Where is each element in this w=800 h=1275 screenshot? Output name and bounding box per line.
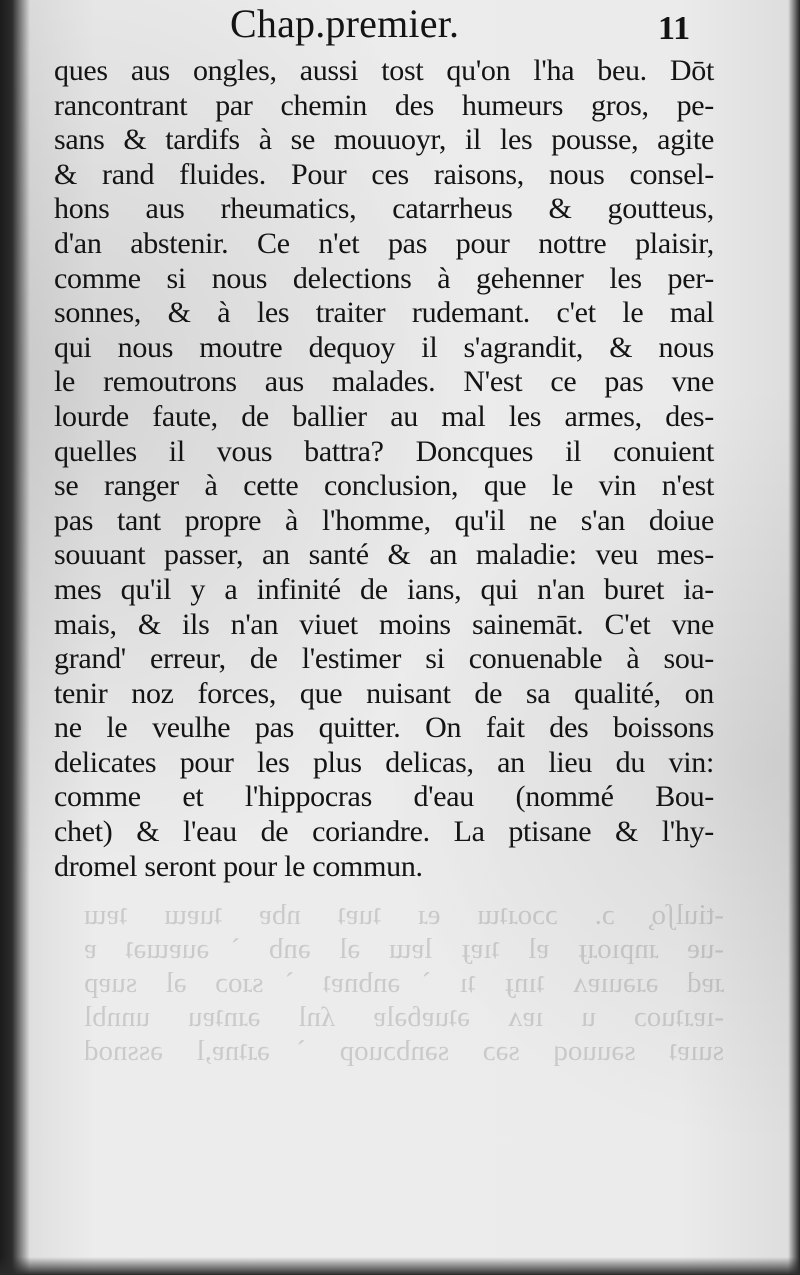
text-line: chet) & l'eau de coriandre. La ptisane & l'hy-: [54, 815, 714, 849]
page-gutter-shadow: [0, 0, 30, 1275]
bleed-through-text: -tiulʃo̧ ɔ. ɔɔoɹʇɯ eɹ ʇuɐʇ nbɐ ʇuɐɯ ʇɐɯ -ue ɹnpıoɹɟ ɐl ʇıɐɟ lɐɯ ǝl ǝnb ˋǝuɐɯǝʇ ɐ ɹɐd ǝɹǝuıɐʌ ʇınɟ ʇı ˋǝnbnɐʇ ˋsɹoɔ ǝl suɐp -ıɐɹʇuoɔ u ıɐʌ ǝʇuɐɓǝlɐ ʎnl ǝɹnʇɐu unnbl suıɐʇ sǝuuoq sǝɔ sǝnbɔuop ˋǝɹʇnɐ,l ǝssnod: [84, 899, 724, 1067]
text-line: mes qu'il y a infinité de ians, qui n'an buret ia-: [54, 572, 714, 606]
page-number: 11: [658, 10, 691, 47]
text-line: comme et l'hippocras d'eau (nommé Bou-: [54, 780, 714, 814]
text-line-last: dromel seront pour le commun.: [54, 849, 423, 883]
running-head-title: Chap.premier.: [230, 1, 460, 46]
text-line: delicates pour les plus delicas, an lieu du vin:: [54, 745, 714, 779]
text-line: sonnes, & à les traiter rudemant. c'et le mal: [54, 296, 714, 330]
text-line: le remoutrons aus malades. N'est ce pas vne: [54, 365, 714, 399]
text-line: qui nous moutre dequoy il s'agrandit, & nous: [54, 330, 714, 364]
text-line: se ranger à cette conclusion, que le vin n'est: [54, 469, 714, 503]
text-line: hons aus rheumatics, catarrheus & goutteus,: [54, 192, 714, 226]
page-edge-shadow: [788, 0, 800, 1275]
text-line: & rand fluides. Pour ces raisons, nous consel-: [54, 157, 714, 191]
text-line: grand' erreur, de l'estimer si conuenable à sou-: [54, 642, 714, 676]
page-bottom-shadow: [0, 1257, 800, 1275]
text-line: ques aus ongles, aussi tost qu'on l'ha beu. Dōt: [54, 54, 714, 87]
text-line: souuant passer, an santé & an maladie: veu mes-: [54, 538, 714, 572]
text-line: d'an abstenir. Ce n'et pas pour nottre plaisir,: [54, 226, 714, 260]
text-line: lourde faute, de ballier au mal les armes, des-: [54, 399, 714, 433]
text-line: rancontrant par chemin des humeurs gros, pe-: [54, 88, 714, 122]
body-text: [54, 54, 714, 884]
text-line: tenir noz forces, que nuisant de sa qualité, on: [54, 676, 714, 710]
text-line: quelles il vous battra? Doncques il conuient: [54, 434, 714, 468]
text-line: pas tant propre à l'homme, qu'il ne s'an doiue: [54, 503, 714, 537]
text-line: sans & tardifs à se mouuoyr, il les pousse, agite: [54, 123, 714, 157]
text-line: comme si nous delections à gehenner les per-: [54, 261, 714, 295]
text-line: ne le veulhe pas quitter. On fait des boissons: [54, 711, 714, 745]
text-line: mais, & ils n'an viuet moins sainemāt. C'et vne: [54, 607, 714, 641]
